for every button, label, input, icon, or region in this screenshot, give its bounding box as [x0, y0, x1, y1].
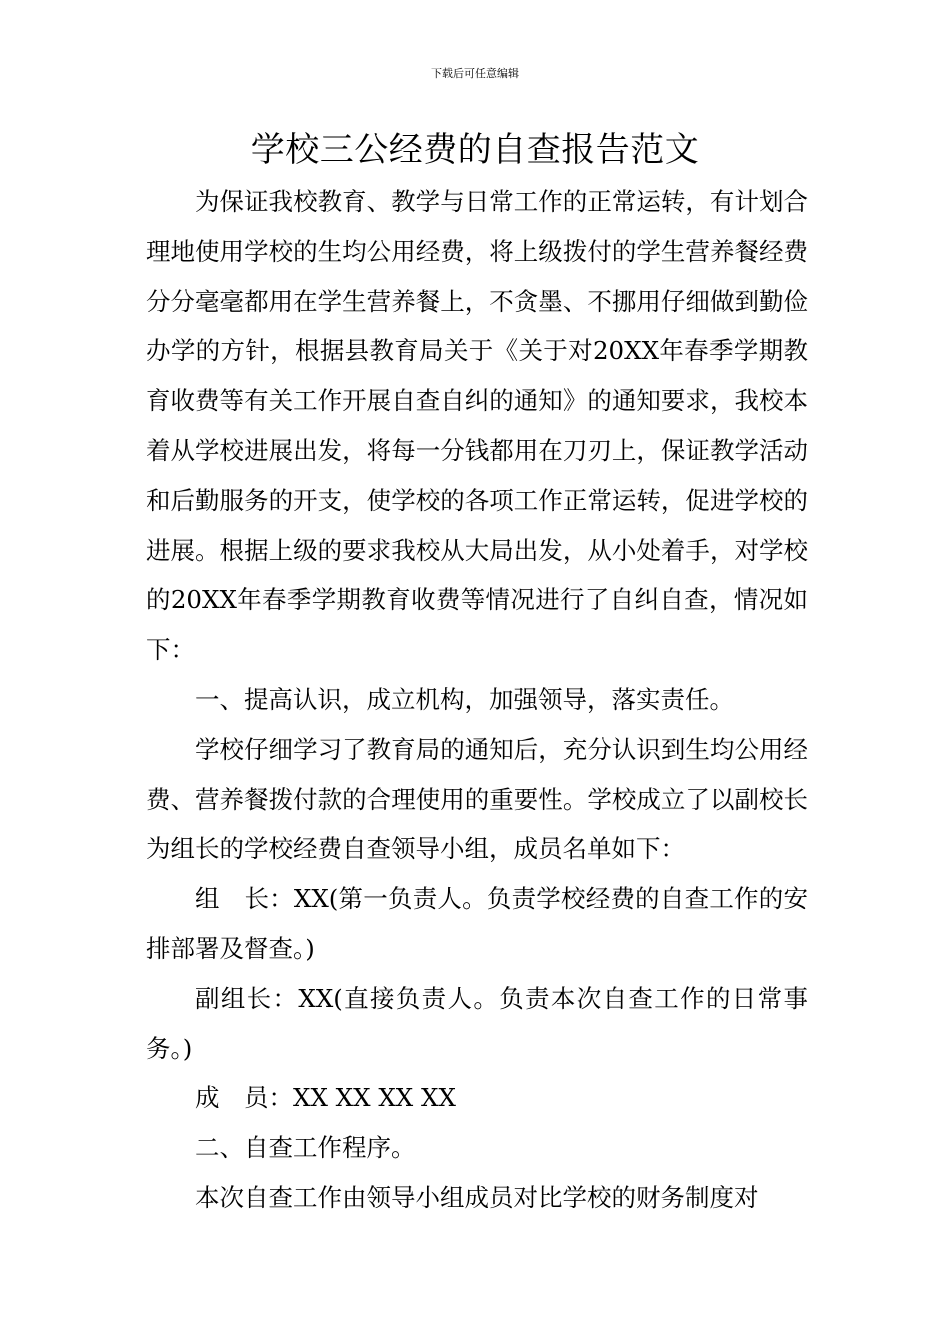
section-heading-2: 二、自查工作程序。 [195, 1133, 416, 1163]
document-title: 学校三公经费的自查报告范文 [250, 130, 700, 170]
paragraph-members: 成 员：XX XX XX XX [195, 1083, 456, 1113]
paragraph-intro: 为保证我校教育、教学与日常工作的正常运转，有计划合理地使用学校的生均公用经费，将上级拨付的学生营养餐经费分分毫毫都用在学生营养餐上，不贪墨、不挪用仔细做到勤俭办学的方针，根据县教育局关于《关于对20XX年春季学期教育收费等有关工作开展自查自纠的通知》的通知要求，我校本着从学校进展出发，将每一分钱都用在刀刃上，保证教学活动和后勤服务的开支，使学校的各项工作正常运转，促进学校的进展。根据上级的要求我校从大局出发，从小处着手，对学校的20XX年春季学期教育收费等情况进行了自纠自查，情况如下： [146, 187, 808, 665]
paragraph-deputy-leader: 副组长：XX(直接负责人。负责本次自查工作的日常事务。) [146, 983, 808, 1063]
header-note: 下载后可任意编辑 [431, 67, 519, 80]
section-heading-1: 一、提高认识，成立机构，加强领导，落实责任。 [195, 684, 734, 714]
document-body [146, 177, 808, 1223]
paragraph-leader: 组 长：XX(第一负责人。负责学校经费的自查工作的安排部署及督查。) [146, 884, 808, 963]
paragraph-section-2: 本次自查工作由领导小组成员对比学校的财务制度对 [195, 1182, 759, 1212]
paragraph-section-1: 学校仔细学习了教育局的通知后，充分认识到生均公用经费、营养餐拨付款的合理使用的重要性。学校成立了以副校长为组长的学校经费自查领导小组，成员名单如下： [146, 734, 808, 864]
